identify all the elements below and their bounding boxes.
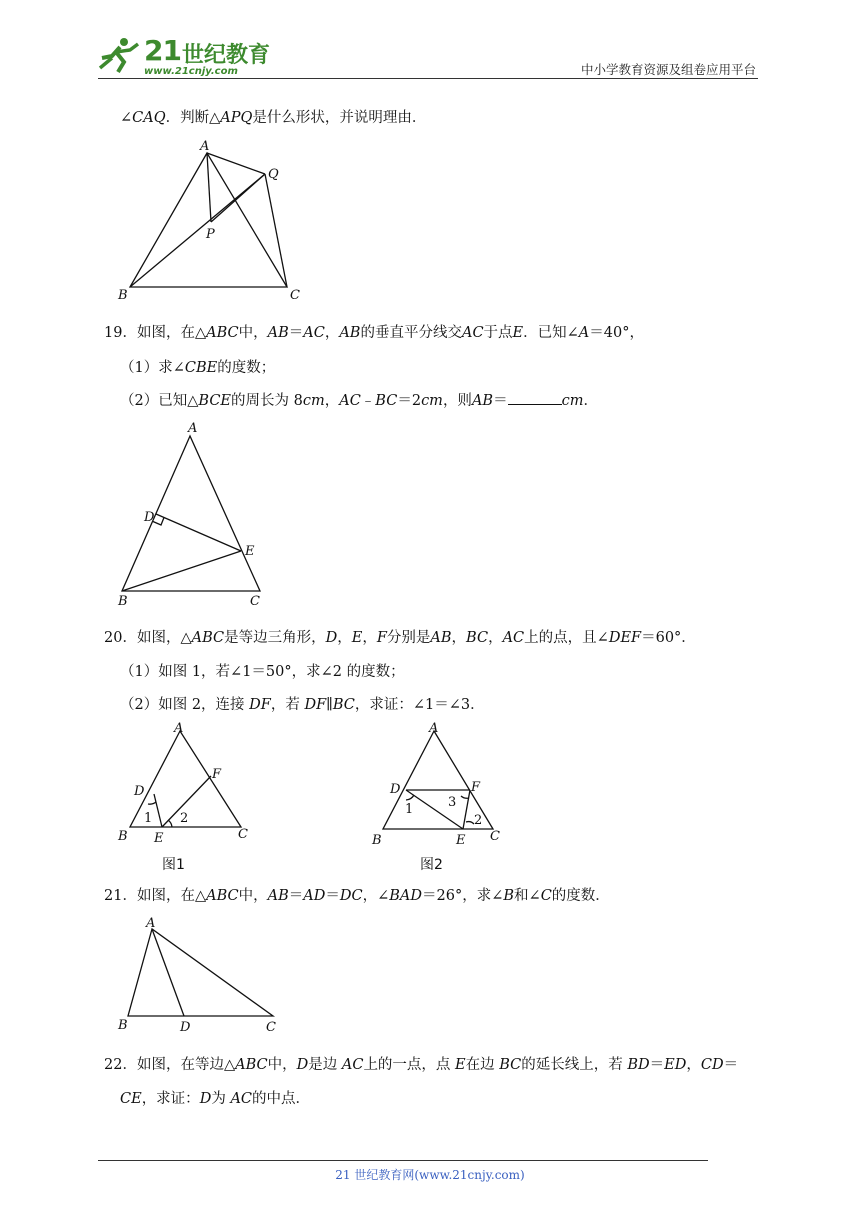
q20-fig2-label-c: C — [490, 829, 500, 844]
q20-fig1-caption: 图1 — [162, 857, 185, 873]
q18-label-c: C — [290, 288, 300, 303]
q21-segment-ad — [152, 929, 184, 1016]
q19-segment-be — [122, 551, 241, 591]
q20-fig1-segment-de — [154, 794, 162, 827]
q21-label-b: B — [118, 1018, 128, 1033]
q19-figure — [110, 418, 280, 613]
q20-part1: （1）如图 1，若∠1＝50°，求∠2 的度数； — [120, 664, 405, 680]
q18-segment-pq — [211, 174, 265, 222]
q18-figure — [110, 136, 310, 306]
q20-part2: （2）如图 2，连接 DF，若 DF∥BC，求证：∠1＝∠3． — [120, 697, 485, 713]
q21-stem: 21．如图，在△ABC中，AB＝AD＝DC，∠BAD＝26°，求∠B和∠C的度数． — [104, 888, 610, 904]
q20-fig1-label-c: C — [238, 827, 248, 842]
q18-segment-qc — [265, 174, 287, 287]
q19-right-angle-mark — [153, 518, 164, 526]
q20-fig2-segment-ef — [463, 790, 470, 829]
q20-fig1-label-d: D — [134, 784, 145, 799]
q20-fig2-label-f: F — [471, 780, 481, 795]
q20-fig1-angle-1-label: 1 — [144, 811, 153, 826]
q20-fig1-label-a: A — [174, 721, 184, 736]
q20-fig1-angle-2-arc — [168, 820, 172, 827]
q22-stem-line2: CE，求证：D为 AC的中点． — [120, 1091, 311, 1107]
q22-stem-line1: 22．如图，在等边△ABC中，D是边 AC上的一点，点 E在边 BC的延长线上，若 BD＝ED，CD＝ — [104, 1057, 739, 1073]
q21-label-d: D — [180, 1020, 191, 1035]
q18-label-q: Q — [268, 167, 279, 182]
q20-fig2-label-b: B — [372, 833, 382, 848]
q19-part2: （2）已知△BCE的周长为 8cm，AC﹣BC＝2cm，则AB＝ cm． — [120, 389, 598, 410]
q18-segment-aq — [207, 153, 265, 174]
q19-label-a: A — [188, 421, 198, 436]
q20-fig2-angle-3-label: 3 — [448, 795, 457, 810]
q20-fig2-angle-3-arc — [461, 796, 469, 798]
q20-fig1-label-b: B — [118, 829, 128, 844]
q19-part1: （1）求∠CBE的度数； — [120, 360, 276, 376]
logo-text: 世纪教育 — [182, 43, 271, 68]
q20-figure-1 — [110, 716, 260, 876]
q18-segment-bq — [130, 174, 265, 287]
logo-url: www.21cnjy.com — [144, 66, 238, 77]
header-site-name: 中小学教育资源及组卷应用平台 — [580, 62, 756, 77]
q20-stem: 20．如图，△ABC是等边三角形，D，E，F分别是AB，BC，AC上的点，且∠DEF＝60°． — [104, 630, 696, 646]
q21-figure — [110, 912, 290, 1036]
q20-fig1-label-e: E — [154, 831, 164, 846]
q20-fig2-label-a: A — [429, 721, 439, 736]
q19-label-c: C — [250, 594, 260, 609]
q19-stem: 19．如图，在△ABC中，AB＝AC，AB的垂直平分线交AC于点E．已知∠A＝40°， — [104, 325, 644, 341]
header-divider — [98, 78, 758, 79]
q20-fig2-label-d: D — [390, 782, 401, 797]
q18-label-p: P — [206, 227, 215, 242]
q20-fig2-angle-1-label: 1 — [405, 802, 414, 817]
q19-answer-blank[interactable] — [508, 390, 562, 405]
q19-label-b: B — [118, 594, 128, 609]
logo-number: 21 — [144, 34, 181, 67]
q18-label-b: B — [118, 288, 128, 303]
q20-figure-2 — [366, 716, 516, 876]
q20-fig2-caption: 图2 — [420, 857, 443, 873]
q18-segment-ap — [207, 153, 211, 222]
logo-runner-icon — [94, 36, 142, 74]
q20-fig2-label-e: E — [456, 833, 466, 848]
q20-fig1-angle-1-arc — [148, 802, 156, 804]
q20-fig2-angle-2-label: 2 — [474, 813, 483, 828]
q19-label-e: E — [245, 544, 255, 559]
q21-label-a: A — [146, 916, 156, 931]
q18-tail-text: ∠CAQ．判断△APQ是什么形状，并说明理由． — [120, 110, 427, 126]
footer-divider — [98, 1160, 708, 1161]
footer-site-link[interactable]: 21 世纪教育网(www.21cnjy.com) — [335, 1168, 525, 1182]
q20-fig1-angle-2-label: 2 — [180, 811, 189, 826]
q19-label-d: D — [144, 510, 155, 525]
q21-triangle-abc — [128, 929, 273, 1016]
q18-label-a: A — [200, 139, 210, 154]
q20-fig2-angle-2-arc — [466, 822, 474, 824]
q21-label-c: C — [266, 1020, 276, 1035]
q20-fig1-label-f: F — [212, 767, 222, 782]
q20-fig2-angle-1-arc — [406, 795, 414, 800]
